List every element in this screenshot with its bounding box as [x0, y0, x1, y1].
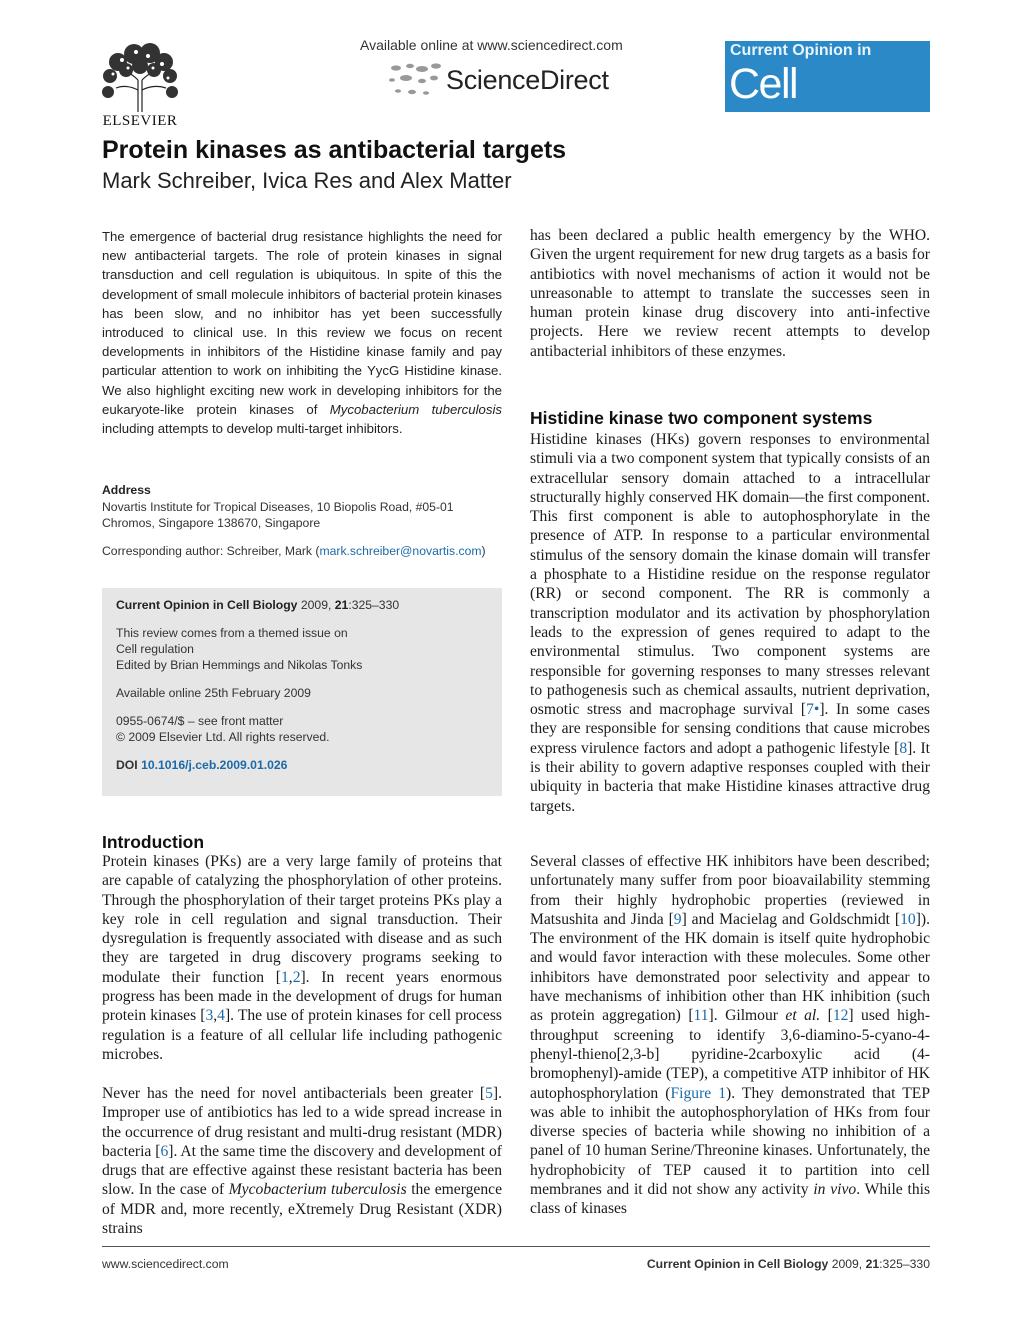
sciencedirect-dots-icon: [386, 60, 444, 100]
infobox-themed-1: This review comes from a themed issue on: [116, 626, 348, 640]
corresponding-author: [102, 544, 502, 558]
address-block: [102, 482, 502, 532]
sciencedirect-logo[interactable]: [386, 58, 609, 102]
address-label: Address: [102, 483, 151, 497]
journal-logo-bottom: Cell Biology: [729, 60, 860, 162]
sciencedirect-wordmark: ScienceDirect: [446, 64, 609, 95]
article-info-box: [102, 588, 502, 796]
italic-text: in vivo: [813, 1181, 857, 1199]
reference-link[interactable]: 8: [899, 739, 908, 757]
reference-link[interactable]: 9: [673, 910, 682, 928]
infobox-citation: [116, 597, 488, 613]
infobox-issn: 0955-0674/$ – see front matter: [116, 714, 284, 728]
abstract-text-end: including attempts to develop multi-target inhibitors.: [102, 421, 403, 437]
footer-volume: 21: [865, 1257, 880, 1271]
reference-link[interactable]: 2: [292, 968, 301, 986]
introduction-heading: Introduction: [102, 832, 205, 852]
reference-link[interactable]: 5: [485, 1085, 493, 1102]
article-authors: Mark Schreiber, Ivica Res and Alex Matter: [102, 168, 512, 193]
corresponding-suffix: ): [481, 544, 486, 558]
address-text: Novartis Institute for Tropical Diseases, 10 Biopolis Road, #05-01 Chromos, Singapore 138670, Singapore: [102, 499, 454, 530]
abstract-italic: Mycobacterium tuberculosis: [329, 401, 502, 417]
introduction-paragraph-2: Never has the need for novel antibacterials been greater [5]. Improper use of antibiotics has led to a wide spread increase in the occurrence of drug resistant and multi-drug resistant (MDR) bacteria [6]. At the same time the discovery and development of drugs that are effective against these resistant bacteria has been slow. In the case of Mycobacterium tuberculosis the emergence of MDR and, more recently, eXtremely Drug Resistant (XDR) strains: [102, 1085, 502, 1238]
italic-text: Mycobacterium tuberculosis: [228, 1181, 407, 1199]
infobox-doi: [116, 757, 488, 773]
footer-journal: Current Opinion in Cell Biology: [646, 1257, 829, 1271]
available-online-text: Available online at www.sciencedirect.com: [360, 37, 623, 53]
journal-logo-top: Current Opinion in: [730, 42, 872, 59]
elsevier-logo: [98, 40, 182, 130]
article-title: Protein kinases as antibacterial targets: [102, 136, 567, 164]
infobox-pages: :325–330: [348, 598, 400, 612]
elsevier-tree-icon: [98, 40, 182, 114]
reference-link[interactable]: Figure 1: [670, 1084, 727, 1102]
reference-link[interactable]: 4: [217, 1007, 225, 1025]
doi-link[interactable]: 10.1016/j.ceb.2009.01.026: [141, 758, 288, 772]
infobox-year: 2009,: [297, 598, 335, 612]
introduction-paragraph-1: Protein kinases (PKs) are a very large family of proteins that are capable of catalyzing the phosphorylation of other proteins. Through the phosphorylation of their target proteins PKs play a key role in cell regulation and signal transduction. Their dysregulation is frequently associated with disease and as such they are targeted in drug discovery programs seeking to modulate their function [1,2]. In recent years enormous progress has been made in the development of drugs for human protein kinases [3,4]. The use of protein kinases for cell process regulation is a feature of all cellular life including pathogenic microbes.: [102, 853, 502, 1063]
footer-pages: :325–330: [879, 1257, 930, 1271]
histidine-kinase-heading: Histidine kinase two component systems: [530, 408, 873, 428]
reference-link[interactable]: 7•: [806, 701, 820, 719]
journal-logo: [725, 41, 930, 162]
infobox-available: Available online 25th February 2009: [116, 686, 311, 700]
reference-link[interactable]: 1: [280, 968, 289, 986]
corresponding-email-link[interactable]: mark.schreiber@novartis.com: [319, 544, 482, 558]
footer-year: 2009,: [828, 1257, 866, 1271]
infobox-volume: 21: [334, 598, 349, 612]
right-paragraph-1: has been declared a public health emergency by the WHO. Given the urgent requirement for new drug targets as a basis for antibiotics with novel mechanisms of action it would not be unreasonable to attempt to translate the successes seen in human protein kinase drug discovery into anti-infective projects. Here we review recent attempts to develop antibacterial inhibitors of these enzymes.: [530, 227, 930, 360]
abstract: [102, 227, 502, 438]
reference-link[interactable]: 12: [832, 1007, 849, 1025]
footer-citation: [647, 1257, 930, 1271]
histidine-kinase-paragraph-2: Several classes of effective HK inhibitors have been described; unfortunately many suffer from poor bioavailability stemming from their highly hydrophobic properties (reviewed in Matsushita and Jinda [9] and Macielag and Goldschmidt [10]). The environment of the HK domain is itself quite hydrophobic and would favor interaction with these molecules. Some other inhibitors have demonstrated poor selectivity and appear to have mechanisms of inhibition other than HK inhibition (such as protein aggregation) [11]. Gilmour et al. [12] used high-throughput screening to identify 3,6-diamino-5-cyano-4-phenyl-thieno[2,3-b] pyridine-2carboxylic acid (4-bromophenyl)-amide (TEP), a competitive ATP inhibitor of HK autophosphorylation (Figure 1). They demonstrated that TEP was able to inhibit the autophosphorylation of HKs from four diverse species of bacteria while showing no inhibition of a panel of 10 human Serine/Threonine kinases. Unfortunately, the hydrophobicity of TEP caused it to partition into cell membranes and it did not show any activity in vivo. While this class of kinases: [530, 853, 931, 1218]
reference-link[interactable]: 11: [693, 1007, 709, 1025]
abstract-text: The emergence of bacterial drug resistance highlights the need for new antibacterial targets. The role of protein kinases in signal transduction and cell regulation is ubiquitous. In spite of this the development of small molecule inhibitors of bacterial protein kinases has been slow, and no inhibitor has yet been successfully introduced to clinical use. In this review we focus on recent developments in inhibitors of the Histidine kinase family and pay particular attention to work on inhibiting the YycG Histidine kinase. We also highlight exciting new work in developing inhibitors for the eukaryote-like protein kinases of: [102, 229, 502, 417]
footer-url[interactable]: www.sciencedirect.com: [102, 1257, 229, 1271]
italic-text: et al.: [785, 1007, 821, 1025]
histidine-kinase-paragraph-1: Histidine kinases (HKs) govern responses to environmental stimuli via a two component system that typically consists of an extracellular sensory domain attached to a intracellular structurally highly conserved HK domain—the first component. This first component is able to autophosphorylate in the presence of ATP. In response to a particular environmental stimulus of the sensory domain the kinase domain will transfer a phosphate to a Histidine residue on the response regulator (RR) or second component. The RR is commonly a transcription modulator and its activation by phosphorylation leads to the expression of genes required to adapt to the environmental stimulus. Two component systems are responsible for governing responses to many stresses relevant to pathogenesis such as chemical assaults, nutrient deprivation, osmotic stress and macrophage survival [7•]. In some cases they are responsible for sensing conditions that cause microbes express virulence factors and adopt a pathogenic lifestyle [8]. It is their ability to govern adaptive responses coupled with their ubiquity in bacteria that make Histidine kinases attractive drug targets.: [530, 431, 931, 815]
footer-divider: [102, 1246, 930, 1247]
infobox-themed-3: Edited by Brian Hemmings and Nikolas Tonks: [116, 658, 363, 672]
reference-link[interactable]: 3: [205, 1007, 214, 1025]
publisher-name: ELSEVIER: [102, 113, 178, 129]
infobox-themed-2: Cell regulation: [116, 642, 194, 656]
corresponding-prefix: Corresponding author: Schreiber, Mark (: [102, 544, 320, 558]
reference-link[interactable]: 10: [900, 910, 916, 928]
infobox-journal: Current Opinion in Cell Biology: [116, 598, 298, 612]
infobox-copyright: © 2009 Elsevier Ltd. All rights reserved.: [116, 730, 330, 744]
reference-link[interactable]: 6: [160, 1142, 169, 1160]
infobox-doi-label: DOI: [116, 758, 142, 772]
